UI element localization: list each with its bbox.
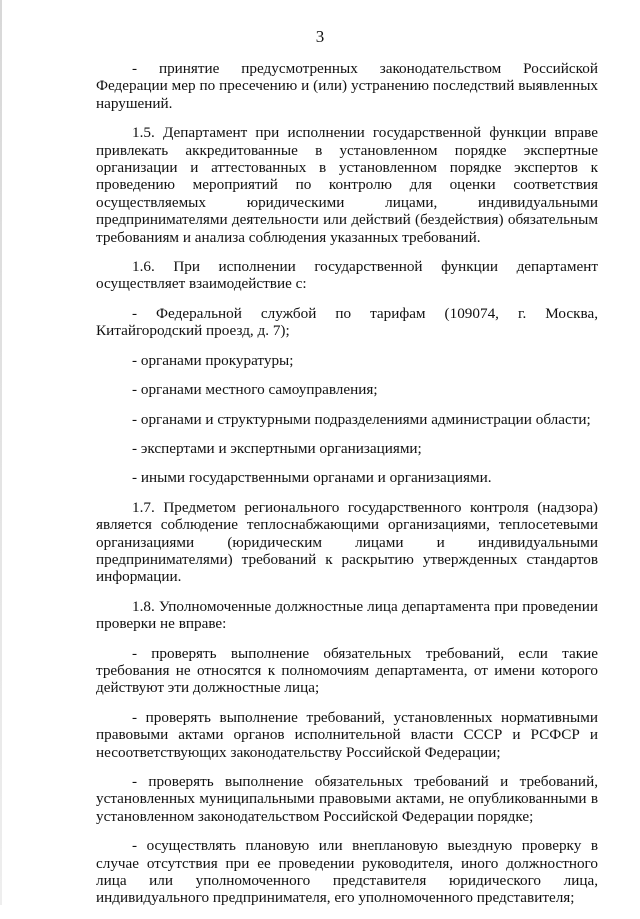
paragraph-1-7: 1.7. Предметом регионального государственного контроля (надзора) является соблюдение теплоснабжающими организациями, теплосетевыми организациями (юридическим лицами и индивидуальными предпринимателями) требований к раскрытию утвержденных стандартов информации. — [96, 498, 598, 586]
list-item-prosecutor: - органами прокуратуры; — [132, 351, 294, 369]
list-item-check-competence: - проверять выполнение обязательных требований, если такие требования не относятся к полномочиям департамента, от имени которого действуют эти должностные лица; — [96, 644, 598, 697]
paragraph-1-5: 1.5. Департамент при исполнении государственной функции вправе привлекать аккредитованные в установленном порядке экспертные организации и аттестованных в установленном порядке экспертов к проведению мероприятий по контролю для оценки соответствия осуществляемых юридическими лицами, индивидуальными предпринимателями деятельности или действий (бездействия) обязательным требованиям и анализа соблюдения указанных требований. — [96, 124, 598, 246]
page-number: 3 — [315, 27, 325, 46]
document-body — [96, 60, 598, 919]
list-item-field-inspection: - осуществлять плановую или внеплановую выездную проверку в случае отсутствия при ее проведении руководителя, иного должностного лица или уполномоченного представителя юридического лица, индивидуального предпринимателя, его уполномоченного представителя; — [96, 837, 598, 907]
paragraph-1-8: 1.8. Уполномоченные должностные лица департамента при проведении проверки не вправе: — [96, 597, 598, 633]
list-item-fst: - Федеральной службой по тарифам (109074, г. Москва, Китайгородский проезд, д. 7); — [96, 304, 598, 340]
list-item-local-government: - органами местного самоуправления; — [132, 381, 378, 399]
list-item-other-bodies: - иными государственными органами и организациями. — [132, 469, 492, 487]
list-item-administration: - органами и структурными подразделениями администрации области; — [132, 410, 591, 428]
paragraph-measures: - принятие предусмотренных законодательством Российской Федерации мер по пресечению и (или) устранению последствий выявленных нарушений. — [96, 60, 598, 112]
scan-edge — [0, 0, 2, 905]
paragraph-1-6: 1.6. При исполнении государственной функции департамент осуществляет взаимодействие с: — [96, 258, 598, 293]
list-item-check-ussr-acts: - проверять выполнение требований, установленных нормативными правовыми актами органов исполнительной власти СССР и РСФСР и несоответствующих законодательству Российской Федерации; — [96, 708, 598, 761]
list-item-check-municipal-acts: - проверять выполнение обязательных требований и требований, установленных муниципальными правовыми актами, не опубликованными в установленном законодательством Российской Федерации порядке; — [96, 773, 598, 825]
list-item-experts: - экспертами и экспертными организациями; — [132, 439, 422, 457]
